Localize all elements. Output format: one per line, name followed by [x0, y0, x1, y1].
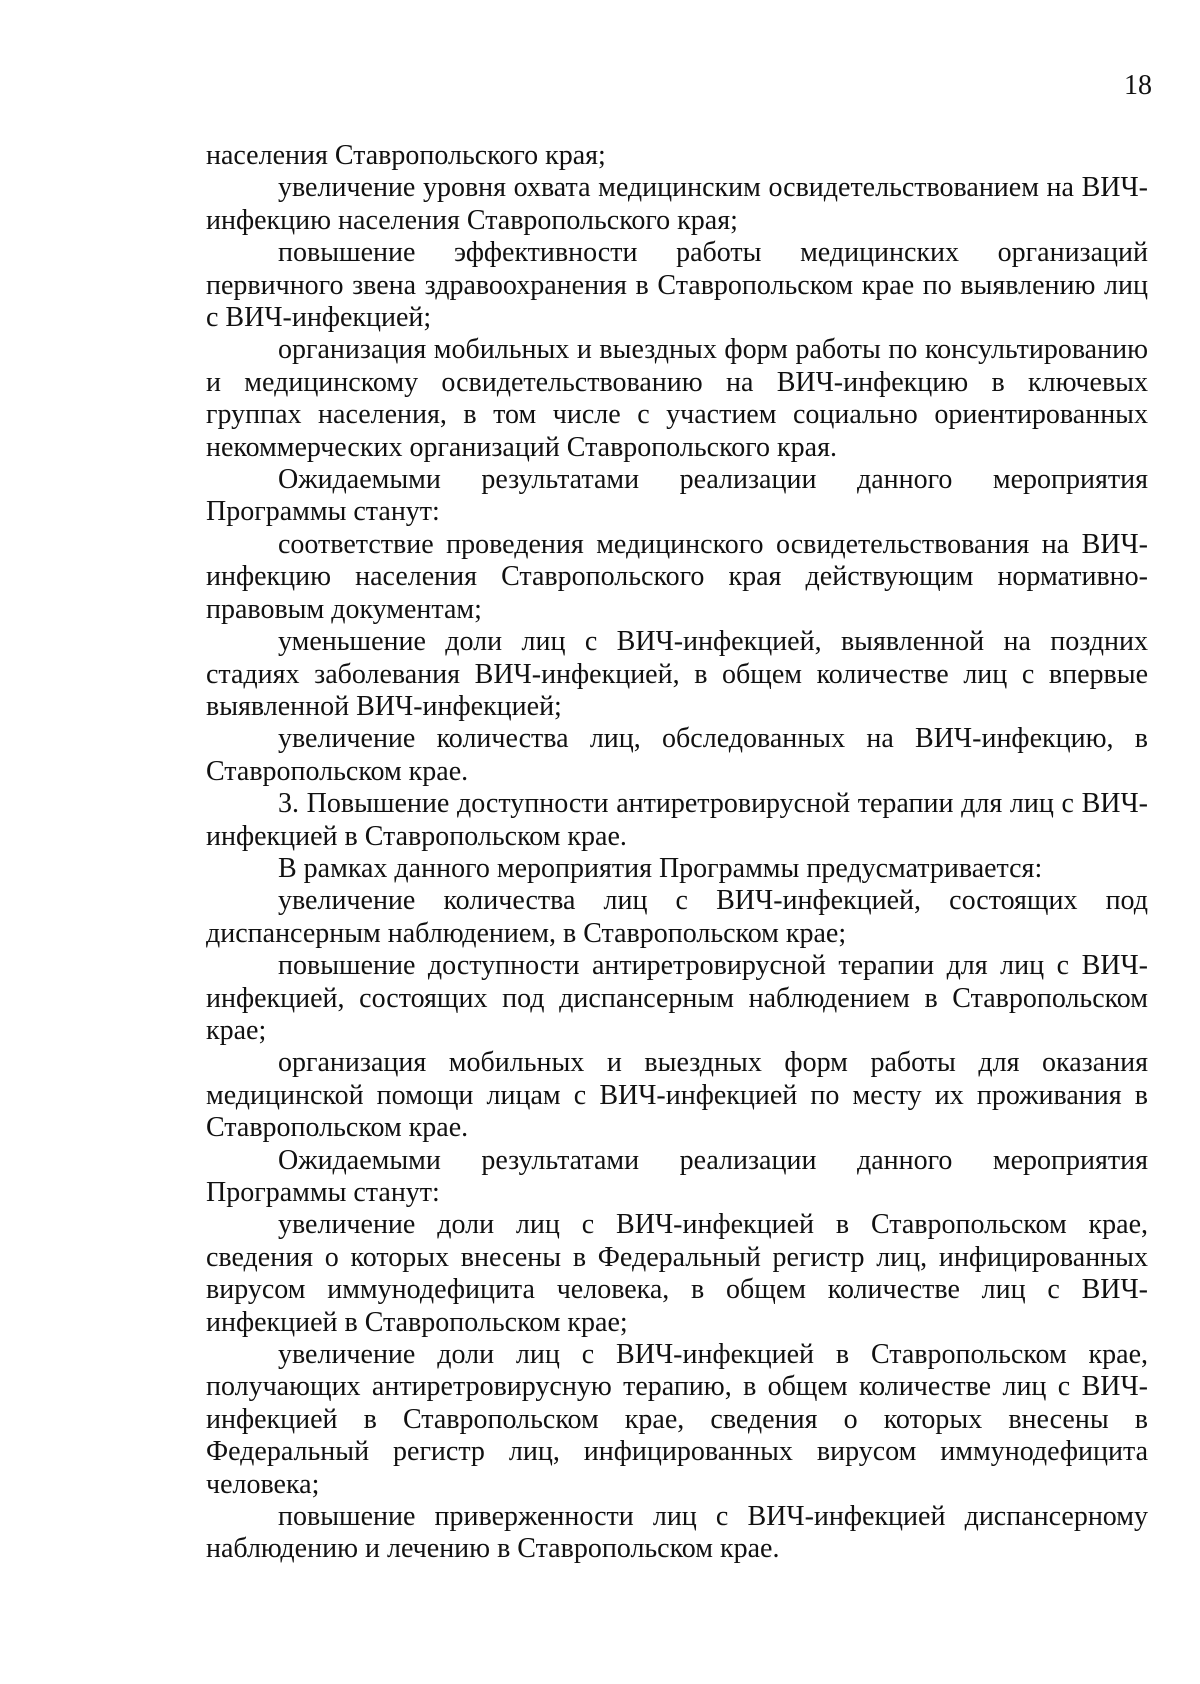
- paragraph: увеличение доли лиц с ВИЧ-инфекцией в Ставропольском крае, сведения о которых внесены в Федеральный регистр лиц, инфицированных вирусом иммунодефицита человека, в общем количестве лиц с ВИЧ-инфекцией в Ставропольском крае;: [206, 1209, 1148, 1338]
- paragraph: повышение эффективности работы медицинских организаций первичного звена здравоохранения в Ставропольском крае по выявлению лиц с ВИЧ-инфекцией;: [206, 237, 1148, 334]
- document-body: [206, 140, 1148, 1566]
- paragraph: В рамках данного мероприятия Программы предусматривается:: [278, 852, 1043, 884]
- paragraph: повышение приверженности лиц с ВИЧ-инфекцией диспансерному наблюдению и лечению в Ставропольском крае.: [206, 1501, 1148, 1565]
- paragraph: уменьшение доли лиц с ВИЧ-инфекцией, выявленной на поздних стадиях заболевания ВИЧ-инфекцией, в общем количестве лиц с впервые выявленной ВИЧ-инфекцией;: [206, 626, 1148, 722]
- page-number: 18: [1124, 70, 1152, 101]
- paragraph: увеличение количества лиц с ВИЧ-инфекцией, состоящих под диспансерным наблюдением, в Ставропольском крае;: [206, 885, 1148, 949]
- paragraph: Ожидаемыми результатами реализации данного мероприятия Программы станут:: [206, 1144, 1148, 1208]
- paragraph: увеличение уровня охвата медицинским освидетельствованием на ВИЧ-инфекцию населения Ставропольского края;: [206, 172, 1148, 236]
- paragraph: повышение доступности антиретровирусной терапии для лиц с ВИЧ-инфекцией, состоящих под диспансерным наблюдением в Ставропольском крае;: [206, 950, 1148, 1046]
- paragraph: увеличение количества лиц, обследованных на ВИЧ-инфекцию, в Ставропольском крае.: [206, 723, 1148, 787]
- paragraph: соответствие проведения медицинского освидетельствования на ВИЧ-инфекцию населения Ставропольского края действующим нормативно-правовым документам;: [206, 528, 1148, 625]
- paragraph: населения Ставропольского края;: [206, 140, 606, 171]
- paragraph: Ожидаемыми результатами реализации данного мероприятия Программы станут:: [206, 464, 1148, 528]
- paragraph: организация мобильных и выездных форм работы по консультированию и медицинскому освидетельствованию на ВИЧ-инфекцию в ключевых группах населения, в том числе с участием социально ориентированных некоммерческих организаций Ставропольского края.: [206, 334, 1148, 463]
- section-heading: 3. Повышение доступности антиретровирусной терапии для лиц с ВИЧ-инфекцией в Ставропольском крае.: [206, 788, 1148, 852]
- paragraph: организация мобильных и выездных форм работы для оказания медицинской помощи лицам с ВИЧ-инфекцией по месту их проживания в Ставропольском крае.: [206, 1047, 1148, 1144]
- paragraph: увеличение доли лиц с ВИЧ-инфекцией в Ставропольском крае, получающих антиретровирусную терапию, в общем количестве лиц с ВИЧ-инфекцией в Ставропольском крае, сведения о которых внесены в Федеральный регистр лиц, инфицированных вирусом иммунодефицита человека;: [206, 1339, 1148, 1500]
